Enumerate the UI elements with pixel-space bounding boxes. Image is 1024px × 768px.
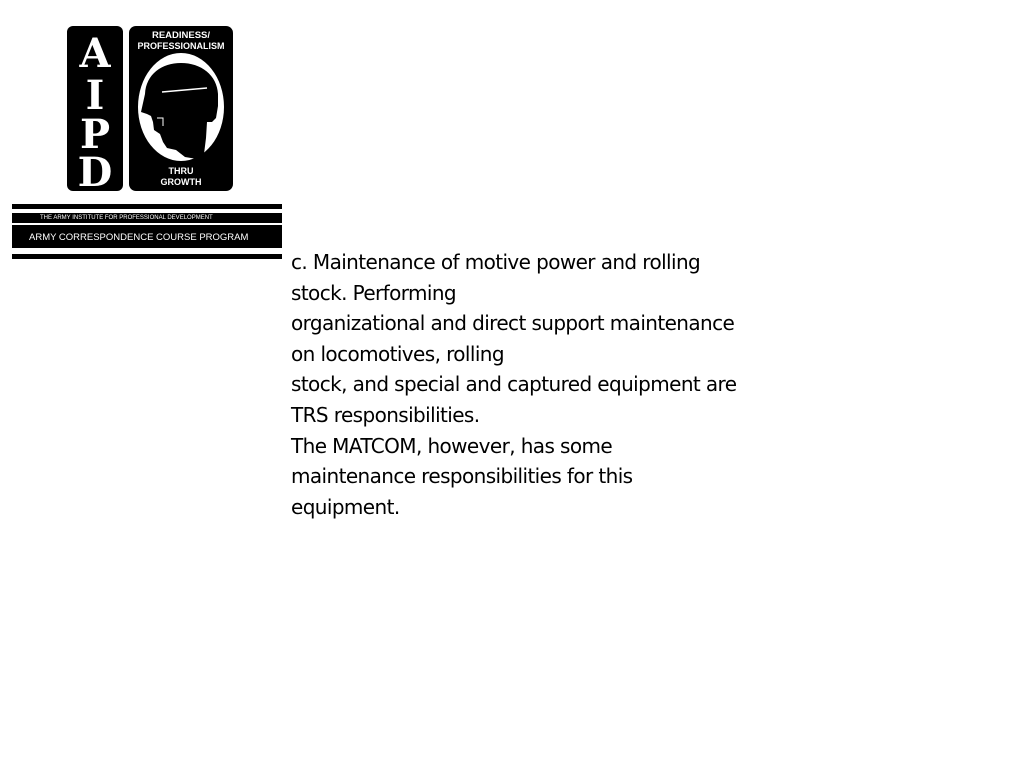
svg-text:I: I [85, 72, 105, 119]
aipd-logo [12, 26, 282, 262]
body-paragraph [291, 247, 791, 522]
svg-text:PROFESSIONALISM: PROFESSIONALISM [137, 41, 225, 51]
text-line: organizational and direct support maintenance [291, 311, 735, 336]
aipd-seal-emblem [67, 26, 233, 191]
svg-text:THRU: THRU [168, 166, 194, 176]
text-line: equipment. [291, 494, 400, 519]
text-line: The MATCOM, however, has some [291, 433, 613, 458]
text-line: on locomotives, rolling [291, 341, 504, 366]
banner-divider [12, 223, 282, 225]
svg-text:P: P [79, 111, 111, 158]
text-line: c. Maintenance of motive power and rolling [291, 250, 701, 274]
text-line: maintenance responsibilities for this [291, 464, 633, 489]
text-line: stock. Performing [291, 280, 457, 305]
logo-bottom-rule [12, 254, 282, 259]
text-line: TRS responsibilities. [291, 402, 480, 427]
institute-name: THE ARMY INSTITUTE FOR PROFESSIONAL DEVELOPMENT [40, 215, 213, 221]
svg-text:A: A [79, 30, 111, 77]
program-name: ARMY CORRESPONDENCE COURSE PROGRAM [29, 232, 249, 243]
logo-top-rule [12, 204, 282, 209]
text-line: stock, and special and captured equipment are [291, 372, 737, 397]
svg-text:READINESS/: READINESS/ [151, 30, 211, 41]
svg-text:D: D [77, 149, 113, 191]
svg-text:GROWTH: GROWTH [160, 177, 202, 187]
logo-banner [12, 213, 282, 248]
